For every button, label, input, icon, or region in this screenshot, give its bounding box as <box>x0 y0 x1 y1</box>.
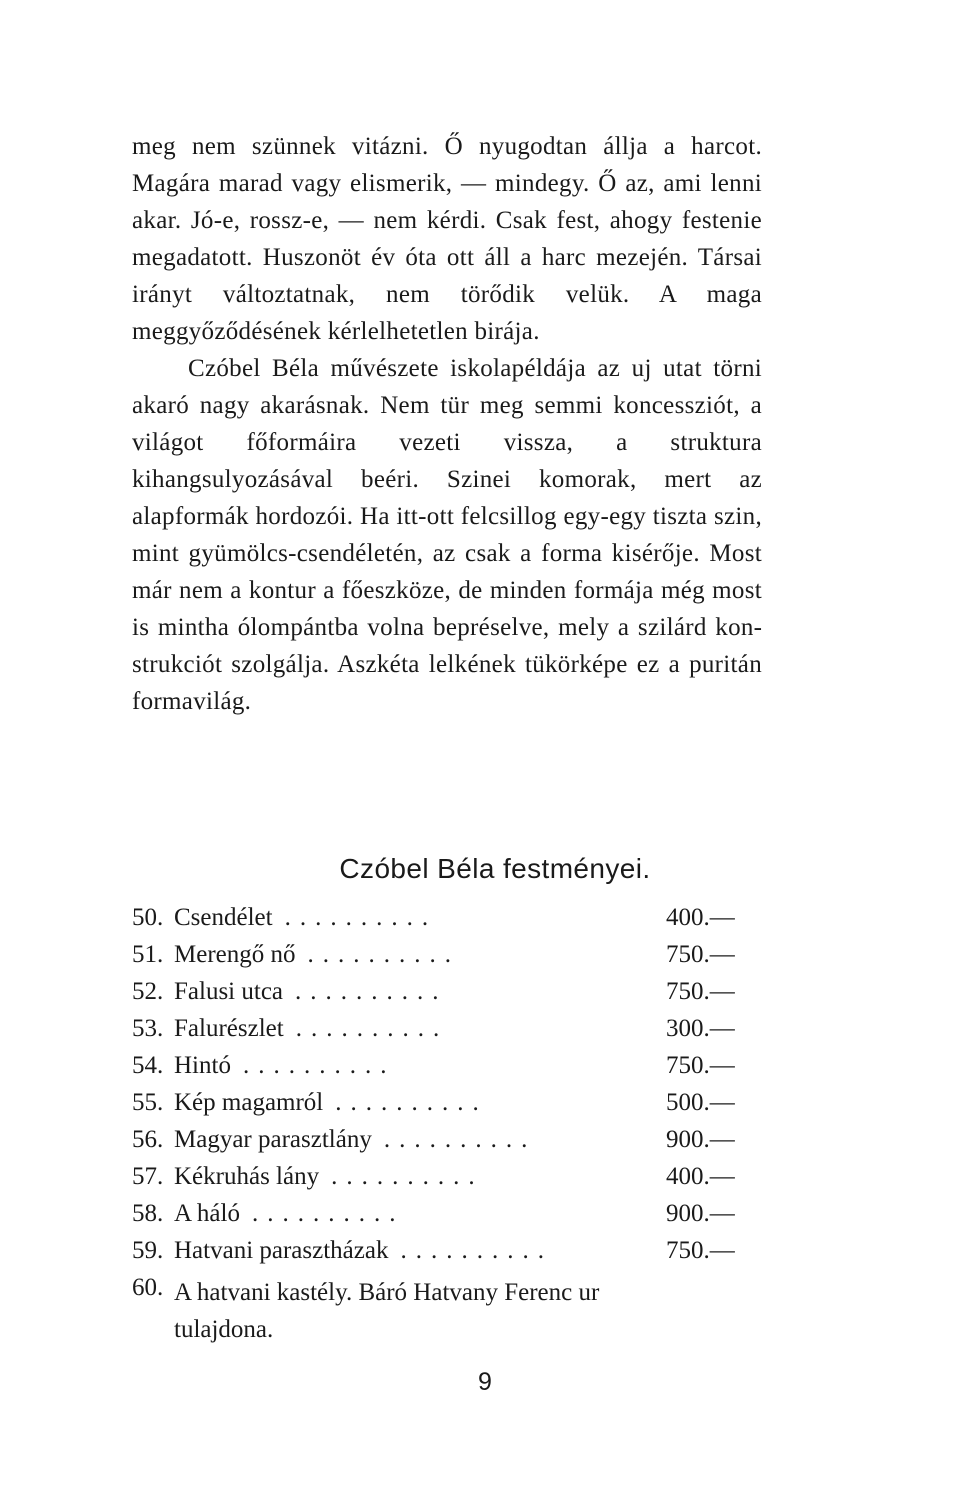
catalog-title-text: A háló <box>174 1200 240 1227</box>
catalog-row <box>132 1237 764 1274</box>
catalog-title-text: Magyar parasztlány <box>174 1126 372 1153</box>
catalog-price: 750.— <box>666 1052 735 1079</box>
catalog-number: 51. <box>132 941 164 968</box>
catalog-row <box>132 904 764 941</box>
leader-dots: .......... <box>331 1163 484 1190</box>
catalog-row <box>132 941 764 978</box>
catalog-price: 750.— <box>666 1237 735 1264</box>
catalog-title-text: Kép magamról <box>174 1089 324 1116</box>
catalog-number: 56. <box>132 1126 164 1153</box>
painting-catalog <box>132 904 764 1343</box>
catalog-title-text: Kékruhás lány <box>174 1163 320 1190</box>
catalog-price: 900.— <box>666 1200 735 1227</box>
catalog-row-last <box>132 1274 764 1343</box>
catalog-number: 53. <box>132 1015 164 1042</box>
catalog-title-text: A hatvani kastély. Báró Hatvany Ferenc ur tulajdona. <box>174 1279 600 1343</box>
catalog-row <box>132 1163 764 1200</box>
catalog-row <box>132 978 764 1015</box>
leader-dots: .......... <box>284 904 438 931</box>
catalog-price: 400.— <box>666 1163 735 1190</box>
catalog-number: 59. <box>132 1237 164 1264</box>
catalog-title-text: Falurészlet <box>174 1015 284 1042</box>
leader-dots: .......... <box>335 1089 488 1116</box>
leader-dots: .......... <box>307 941 460 968</box>
body-text <box>132 128 762 720</box>
catalog-title-text: Falusi utca <box>174 978 284 1005</box>
leader-dots: .......... <box>295 1015 449 1042</box>
catalog-number: 52. <box>132 978 164 1005</box>
catalog-number: 58. <box>132 1200 164 1227</box>
leader-dots: .......... <box>251 1200 405 1227</box>
leader-dots: .......... <box>400 1237 553 1264</box>
catalog-price: 900.— <box>666 1126 735 1153</box>
catalog-title-text: Csendélet <box>174 904 273 931</box>
catalog-title-text: Merengő nő <box>174 941 296 968</box>
catalog-price: 300.— <box>666 1015 735 1042</box>
catalog-price: 750.— <box>666 941 735 968</box>
paragraph-1: meg nem szünnek vitázni. Ő nyugodtan állja a harcot. Magára marad vagy elismerik, — mindegy. Ő az, ami lenni akar. Jó-e, rossz-e, — nem kérdi. Csak fest, ahogy festenie megadatott. Huszonöt év óta ott áll a harc mezején. Társai irányt változtatnak, nem törődik velük. A maga meggyőződésének kérlelhetetlen birája. <box>132 133 762 345</box>
leader-dots: .......... <box>295 978 448 1005</box>
paragraph-2: Czóbel Béla művészete iskolapéldája az uj utat törni akaró nagy akarásnak. Nem tür meg semmi koncessziót, a világot főformáira vezeti vissza, a struktura kihangsulyozásával beéri. Szinei komorak, mert az alapformák hordozói. Ha itt-ott felcsillog egy-egy tiszta szin, mint gyümölcs-csendéletén, az csak a forma kisérője. Most már nem a kontur a főeszköze, de minden formája még most is mintha ólompántba volna bepréselve, mely a szilárd konstrukciót szolgálja. Aszkéta lelkének tükörképe ez a puritán formavilág. <box>132 355 762 715</box>
catalog-title-text: Hatvani parasztházak <box>174 1237 389 1264</box>
catalog-row <box>132 1126 764 1163</box>
catalog-number: 60. <box>132 1274 164 1301</box>
catalog-number: 54. <box>132 1052 164 1079</box>
page-number: 9 <box>478 1368 492 1396</box>
catalog-number: 57. <box>132 1163 164 1190</box>
catalog-number: 50. <box>132 904 164 931</box>
catalog-row <box>132 1200 764 1237</box>
catalog-price: 500.— <box>666 1089 735 1116</box>
leader-dots: .......... <box>383 1126 537 1153</box>
catalog-row <box>132 1052 764 1089</box>
catalog-title-text: Hintó <box>174 1052 231 1079</box>
leader-dots: .......... <box>242 1052 396 1079</box>
catalog-row <box>132 1015 764 1052</box>
catalog-price: 400.— <box>666 904 735 931</box>
catalog-title: Czóbel Béla festményei. <box>339 853 651 884</box>
catalog-row <box>132 1089 764 1126</box>
catalog-price: 750.— <box>666 978 735 1005</box>
catalog-number: 55. <box>132 1089 164 1116</box>
